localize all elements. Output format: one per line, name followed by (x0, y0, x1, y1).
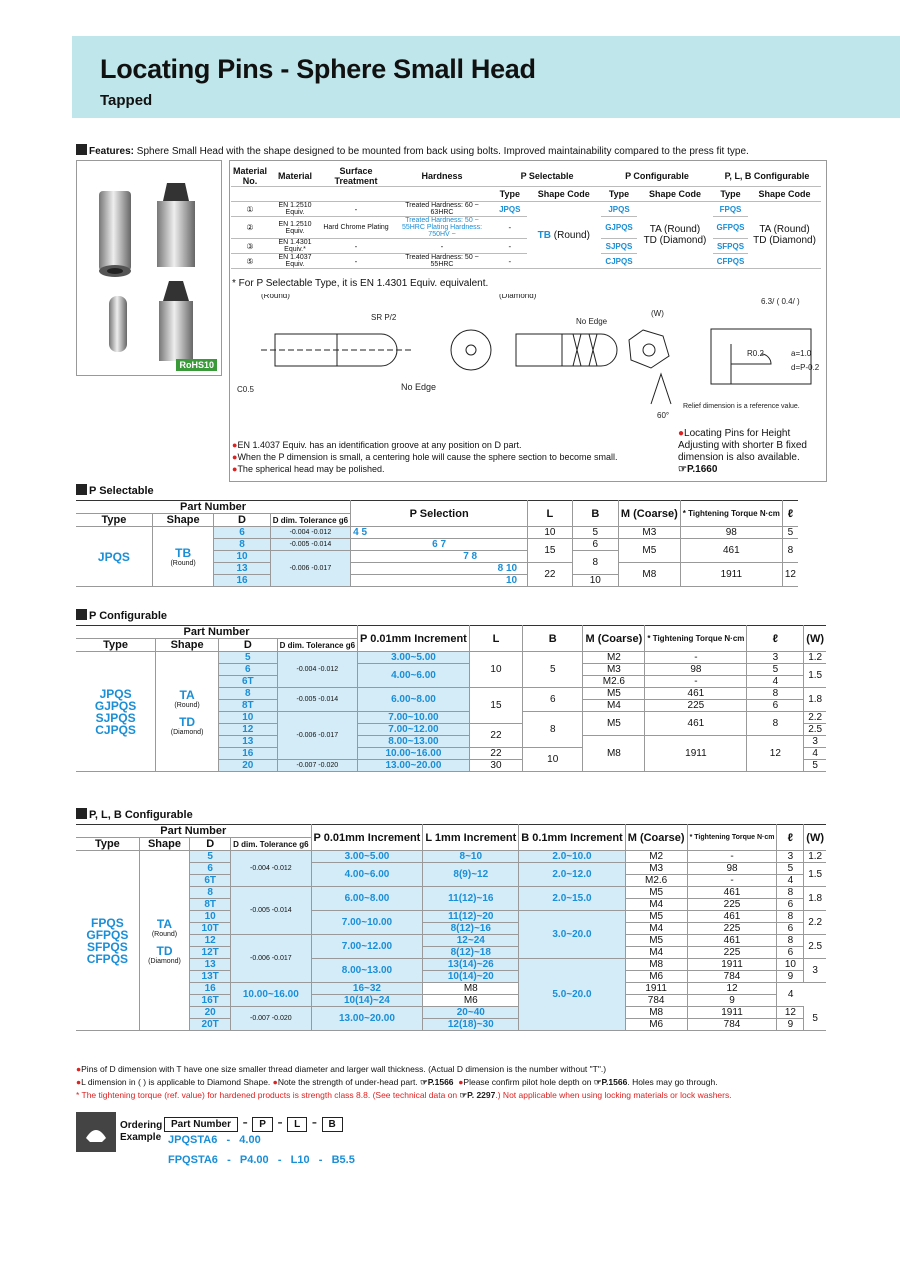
p-selectable-table: Part Number P Selection L B M (Coarse) * Tightening Torque N·cm ℓ Type Shape D D dim. Tolerance g6 JPQS TB (Round) 6 -0.004 -0.012 4 5 10 5 M3 98 5 8 -0.005 -0.014 6 7 15 6 M5 461 8 10 -0.006 -0.017 7 8 8 13 8 10 22 M8 1911 12 16 10 10 (76, 500, 798, 587)
svg-text:SR P/2: SR P/2 (371, 313, 397, 322)
technical-drawing (231, 294, 825, 444)
product-photo-icon (77, 161, 221, 375)
page-title: Locating Pins - Sphere Small Head (100, 54, 536, 84)
svg-text:Relief dimension is a referenc: Relief dimension is a reference value. (683, 403, 800, 410)
svg-text:d=P-0.2: d=P-0.2 (791, 363, 820, 372)
section-p-selectable: P Selectable (76, 484, 154, 497)
svg-text:(W): (W) (651, 309, 664, 318)
note-1: ●EN 1.4037 Equiv. has an identification groove at any position on D part. (232, 440, 522, 450)
material-row: ② EN 1.2510 Equiv. Hard Chrome Plating Treated Hardness: 50 ~ 55HRC Plating Hardness: 750HV ~ - GJPQS GFPQS (231, 217, 821, 239)
svg-text:(Round): (Round) (261, 294, 290, 300)
page-link-2297[interactable]: ☞P. 2297 (459, 1090, 496, 1100)
rohs-badge: RoHS10 (176, 359, 217, 371)
note-3: ●The spherical head may be polished. (232, 464, 385, 474)
material-row: ① EN 1.2510 Equiv. - Treated Hardness: 60 ~ 63HRC JPQS TB (Round) JPQS TA (Round) TD (Diamond) FPQS TA (Round) TD (Diamond) (231, 202, 821, 217)
svg-text:60°: 60° (657, 411, 670, 420)
height-note: ●Locating Pins for Height Adjusting with shorter B fixed dimension is also available. ☞P.1660 (678, 428, 807, 475)
svg-text:a=1.0: a=1.0 (791, 349, 812, 358)
svg-text:(Diamond): (Diamond) (499, 294, 537, 300)
page-subtitle: Tapped (100, 92, 153, 109)
section-plb-configurable: P, L, B Configurable (76, 808, 193, 821)
plb-configurable-table: Part Number P 0.01mm Increment L 1mm Increment B 0.1mm Increment M (Coarse) * Tightening Torque N·cm ℓ (W) Type Shape D D dim. Tolerance g6 FPQS GFPQS SFPQS CFPQS TA (Round) TD (Diamond) 5 -0.004 -0.012 3.00~5.00 8~10 2.0~10.0 M2 - 3 1.2 6 4.00~6.00 8(9)~12 2.0~12.0 M3 98 5 1.5 6T M2.6 - 4 8 -0.005 -0.014 6.00~8.00 11(12)~16 2.0~15.0 M5 461 8 1.8 8T M4 225 6 10 7.00~10.00 11(12)~20 3.0~20.0 M5 461 8 2.2 10T 8(12)~16 M4 225 6 12 -0.006 -0.017 7.00~12.00 12~24 M5 461 8 2.5 12T 8(12)~18 M4 225 6 13 8.00~13.00 13(14)~26 5.0~20.0 M8 1911 10 3 13T 10(14)~20 M6 784 9 16 10.00~16.00 16~32 M8 1911 12 4 16T 10(14)~24 M6 784 9 20 -0.007 -0.020 13.00~20.00 20~40 M8 1911 12 5 20T 12(18)~30 M6 784 9 (76, 824, 826, 1031)
phone-icon (76, 1112, 116, 1152)
svg-text:6.3/ ( 0.4/ ): 6.3/ ( 0.4/ ) (761, 297, 800, 306)
page-link-1566[interactable]: ☞P.1566 (420, 1077, 454, 1087)
svg-text:C0.5: C0.5 (237, 385, 254, 394)
svg-text:No Edge: No Edge (576, 317, 608, 326)
svg-text:R0.2: R0.2 (747, 349, 764, 358)
svg-text:No Edge: No Edge (401, 382, 437, 392)
height-note-page-link[interactable]: ☞P.1660 (678, 464, 718, 475)
footnote-1: ●Pins of D dimension with T have one size smaller thread diameter and larger wall thickness. (Actual D dimension is the number without "T".) (76, 1064, 607, 1074)
note-2: ●When the P dimension is small, a centering hole will cause the sphere section to become small. (232, 452, 618, 462)
p-configurable-table: Part Number P 0.01mm Increment L B M (Coarse) * Tightening Torque N·cm ℓ (W) Type Shape D D dim. Tolerance g6 JPQS GJPQS SJPQS CJPQS TA (Round) TD (Diamond) 5 -0.004 -0.012 3.00~5.00 10 5 M2 - 3 1.2 6 4.00~6.00 M3 98 5 1.5 6T M2.6 - 4 8 -0.005 -0.014 6.00~8.00 15 6 M5 461 8 1.8 8T M4 225 6 10 -0.006 -0.017 7.00~10.00 8 M5 461 8 2.2 12 7.00~12.00 22 2.5 13 8.00~13.00 M8 1911 12 3 16 10.00~16.00 22 10 4 20 -0.007 -0.020 13.00~20.00 30 5 (76, 625, 826, 772)
page-link-1566b[interactable]: ☞P.1566 (593, 1077, 628, 1087)
spec-note: * For P Selectable Type, it is EN 1.4301 Equiv. equivalent. (232, 278, 489, 289)
features-line: Features: Sphere Small Head with the shape designed to be mounted from back using bolts. Improved maintainability compared to the press fit type. (76, 144, 749, 157)
product-photo (76, 160, 222, 376)
material-row: ⑤ EN 1.4037 Equiv. - Treated Hardness: 50 ~ 55HRC - CJPQS CFPQS (231, 254, 821, 269)
material-table: Material No. Material Surface Treatment Hardness P Selectable P Configurable P, L, B Configurable Type Shape Code Type Shape Code Type Shape Code ① EN 1.2510 Equiv. - Treated Hardness: 60 ~ 63HRC JPQS TB (Round) JPQS TA (Round) TD (Diamond) FPQS TA (Round) TD (Diamond) ② EN 1.2510 Equiv. Hard Chrome Plating Treated Hardness: 50 ~ 55HRC Plating Hardness: 750HV ~ - GJPQS GFPQS ③ EN 1.4301 Equiv.* - - - SJPQS SFPQS ⑤ EN 1.4037 Equiv. - Treated Hardness: 50 ~ 55HRC - CJPQS CFPQS (231, 166, 821, 269)
footnote-2: ●L dimension in ( ) is applicable to Diamond Shape. ●Note the strength of under-head part. ☞P.1566 ●Please confirm pilot hole depth on ☞P.1566. Holes may go through. (76, 1077, 718, 1087)
footnote-torque: * The tightening torque (ref. value) for hardened products is strength class 8.8. (See technical data on ☞P. 2297.) Not applicable when using locking materials or lock washers. (76, 1090, 732, 1100)
material-row: ③ EN 1.4301 Equiv.* - - - SJPQS SFPQS (231, 239, 821, 254)
section-p-configurable: P Configurable (76, 609, 167, 622)
